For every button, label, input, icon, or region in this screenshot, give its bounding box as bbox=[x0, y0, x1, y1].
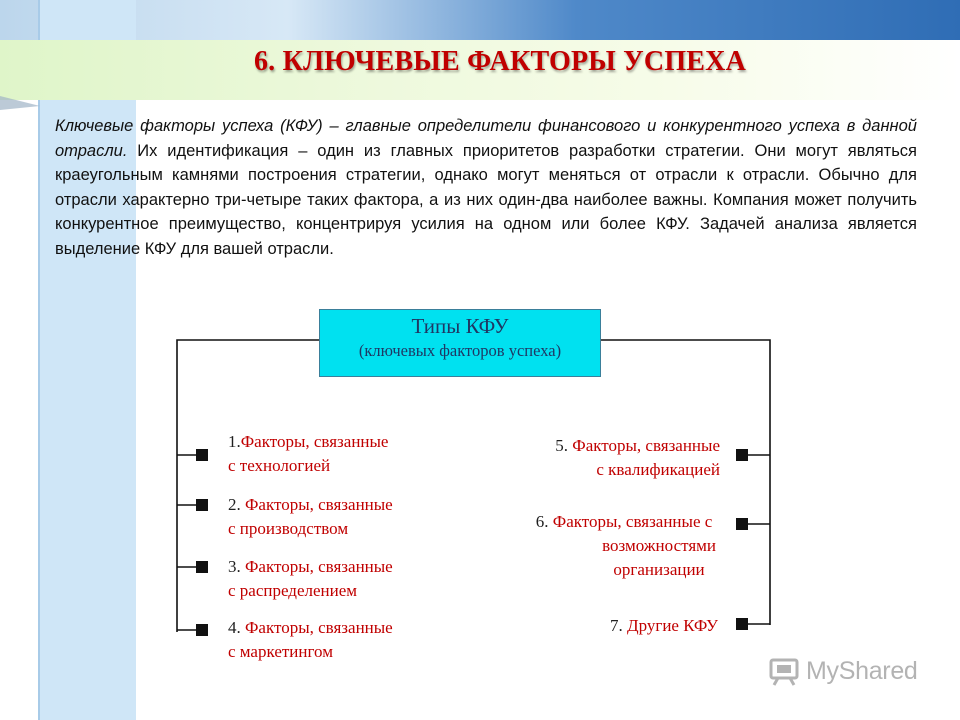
factor-number: 2. bbox=[228, 495, 245, 514]
bullet-square bbox=[196, 499, 208, 511]
factor-line-2: с распределением bbox=[228, 581, 358, 600]
bullet-square bbox=[736, 518, 748, 530]
factor-line-1: Факторы, связанные bbox=[572, 436, 720, 455]
kfu-types-box bbox=[319, 309, 601, 377]
factor-line-2: с производством bbox=[228, 519, 349, 538]
watermark-text: MyShared bbox=[806, 656, 918, 685]
bullet-square bbox=[196, 449, 208, 461]
factor-line-1: Факторы, связанные bbox=[245, 557, 393, 576]
factor-number: 1. bbox=[228, 432, 241, 451]
factor-line-2: с технологией bbox=[228, 456, 331, 475]
factor-number: 3. bbox=[228, 557, 245, 576]
factor-line-1: Факторы, связанные bbox=[245, 495, 393, 514]
myshared-logo-icon bbox=[768, 655, 800, 687]
factor-item-2 bbox=[228, 493, 393, 541]
factor-item-6 bbox=[532, 510, 716, 582]
factor-number: 7. bbox=[609, 616, 627, 635]
factor-line-2: возможностями bbox=[602, 536, 716, 555]
bullet-square bbox=[736, 449, 748, 461]
factor-number: 4. bbox=[228, 618, 245, 637]
factor-item-5 bbox=[555, 434, 720, 482]
myshared-watermark bbox=[768, 655, 918, 687]
factor-item-3 bbox=[228, 555, 393, 603]
right-bracket-line bbox=[601, 340, 770, 625]
kfu-types-title: Типы КФУ bbox=[411, 314, 509, 338]
factor-line-2: с квалификацией bbox=[596, 460, 720, 479]
factor-line-2: с маркетингом bbox=[228, 642, 333, 661]
slide-title: 6. КЛЮЧЕВЫЕ ФАКТОРЫ УСПЕХА bbox=[253, 46, 747, 77]
factor-item-7 bbox=[610, 614, 718, 638]
bullet-square bbox=[196, 624, 208, 636]
factor-item-1 bbox=[228, 430, 388, 478]
bullet-square bbox=[196, 561, 208, 573]
factor-line-1: Факторы, связанные bbox=[240, 432, 389, 451]
paragraph-body: Их идентификация – один из главных приоритетов разработки стратегии. Они могут являться краеугольным камнями построения стратегии, однако могут меняться от отрасли к отрасли. Обычно для отрасли характерно три-четыре таких фактора, а из них один-два наиболее важны. Компания может получить конкурентное преимущество, концентрируя усилия на одном или более КФУ. Задачей анализа является выделение КФУ для вашей отрасли. bbox=[55, 141, 917, 258]
factor-line-1: Факторы, связанные bbox=[245, 618, 393, 637]
factor-number: 6. bbox=[535, 512, 553, 531]
factor-line-1: Факторы, связанные с bbox=[552, 512, 713, 531]
factor-line-3: организации bbox=[613, 560, 705, 579]
paragraph-lead: Ключевые факторы успеха (КФУ) – главные определители финансового и конкурентного успеха в данной отрасли. bbox=[55, 117, 917, 160]
bullet-square bbox=[736, 618, 748, 630]
factor-item-4 bbox=[228, 616, 393, 664]
factor-number: 5. bbox=[555, 436, 573, 455]
factor-line-1: Другие КФУ bbox=[626, 616, 718, 635]
kfu-types-subtitle: (ключевых факторов успеха) bbox=[358, 341, 562, 360]
